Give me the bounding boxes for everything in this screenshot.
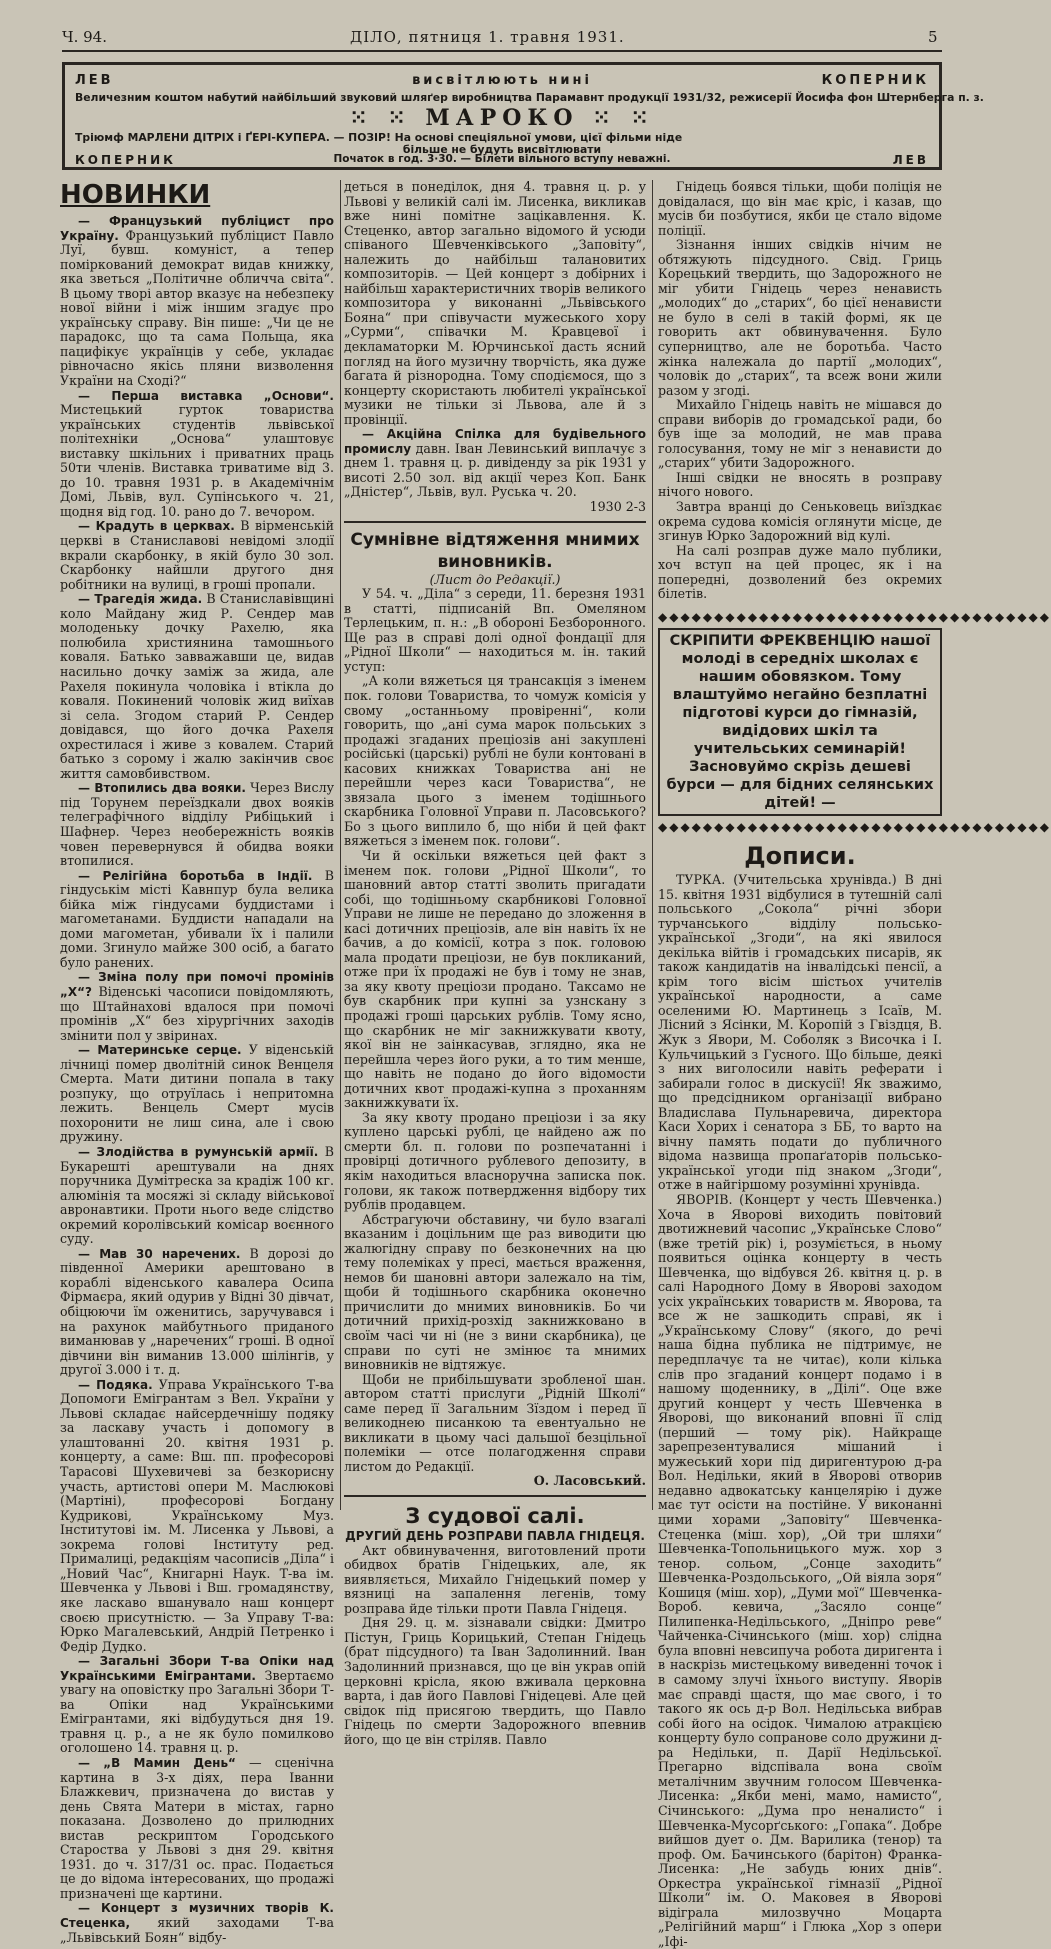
news-item-lead: — Подяка. [78,1377,153,1392]
ad-now-showing: висвітлюють нині [412,73,592,88]
court-body [344,1544,646,1748]
ad-film-title: ⁙ ⁙ МАРОКО ⁙ ⁙ [349,105,655,131]
ad-showtime: Початок в год. 3·30. — Білети вільного вступу неважні. [333,153,671,165]
header-rule [62,50,942,52]
ad-cinema-lev: ЛЕВ [75,73,114,88]
news-item-lead: — Перша виставка „Основи“. [78,388,334,403]
spilka-body: давн. Іван Левинський виплачує з днем 1. травня ц. р. дивіденду за рік 1931 у висоті 2.50 зол. від акції через Коп. Банк „Дністер“, Львів, вул. Руська ч. 20. [344,440,646,500]
news-item [60,1247,334,1378]
news-item-lead: — Крадуть в церквах. [78,519,235,534]
ad-exclusive: більше не будуть висвітлювати [402,143,602,156]
court-paragraph: Зізнання інших свідків нічим не обтяжують підсудного. Свід. Гриць Корецький твердить, що Задорожного не міг убити Гнідець через ненависть „молодих“ до „старих“, бо цієї ненависти не було в селі в такій формі, як це говорить акт обвинувачення. Було суперництво, але не боротьба. Часто жінка належала до партії „молодих“, чоловік до „старих“, та всеж вони жили разом у згоді. [658,237,942,398]
court-continued [658,180,942,602]
dopysy-paragraph: ТУРКА. (Учительська хрунівда.) В дні 15. квітня 1931 відбулися в тутешній салі польського „Сокола“ річні збори турчанського відділу польсько-української „Згоди“, на які явилося декілька війтів і громадських писарів, як також кандидатів на інвалідські пенсії, а крім того вісім шістьох учителів української народности, а саме оселеними Ю. Мартинець з Ісаїв, М. Лісний з Ясінки, М. Коропій з Гвіздця, В. Жук з Явори, М. Соболяк з Височка і І. Кульчицький з Гусного. Що більше, деякі з них виголосили навіть реферати і забирали голос в дискусії! Як зважимо, що предсідником організації вибрано Владислава Пульнаревича, директора Каси Хорих і сенатора з ББ, то варто на вічну память подати до публичного відома назвища пропаґаторів польсько-української угоди під знаком „Згоди“, отже в найгіршому розумінні хрунівда. [658,871,942,1193]
news-item-lead: — Втопились два вояки. [78,781,246,796]
news-item-body: Управа Українського Т-ва Допомоги Емігрантам з Вел. України у Львові складає найсердечнішу подяку за ласкаву участь і допомогу в улаштованні 20. квітня 1931 р. концерту, а саме: Вш. пп. професорові Тарасові Шухевичеві за безкорисну участь, артистові опери М. Маслюкові (Мартіні), професорові Богдану Кудрикові, Українському Муз. Інститутові ім. М. Лисенка у Львові, а зокрема голові Інституту ред. Прималиці, редакціям часописів „Діла“ і „Новий Час“, Книгарні Наук. Т-ва ім. Шевченка у Львові і Вш. громадянству, яке ласкаво вшанувало наш концерт своєю присутністю. — За Управу Т-ва: Юрко Магалевський, Андрій Петренко і Федір Дудко. [60,1376,334,1654]
news-item-body: Мистецький гурток товариства українських студентів львівської політехніки „Основа“ улаштовує виставку шкільних і приватних праць 50ти членів. Виставка триватиме від 3. до 10. травня 1931 р. в Академічнім Домі, Львів, вул. Супінського ч. 21, щодня від год. 10. рано до 7. вечором. [60,402,334,519]
news-item [60,970,334,1043]
court-paragraph: Завтра вранці до Сеньковець виїздкає окрема судова комісія оглянути місце, де згинув Юрко Задорожний від кулі. [658,499,942,544]
dopysy-body [658,873,942,1949]
letter-title: Сумнівне відтяження мнимих виновників. [350,529,640,572]
news-item-lead: — „В Мамин День“ [78,1755,236,1770]
news-item-body: В дорозі до південної Америки арештовано в кораблі віденського кавалера Осипа Фірмаєра, який одурив у Відні 30 дівчат, обіцюючи їм оженитись, заручувався і на рахунок майбутнього приданого виманював у „наречених“ гроші. В одної дівчини він виманив 13.000 шілінгів, у другої 3.000 і т. д. [60,1245,334,1378]
letter-header [344,521,646,588]
ad-description: Величезним коштом набутий найбільший звуковий шляґер виробництва Парамавнт продукції 1931/32, режисерії Йосифа фон Штернберга п. з. [75,91,984,104]
ad-cinema-lev-2: ЛЕВ [892,153,929,167]
ad-cinema-kopernyk-2: КОПЕРНИК [75,153,176,167]
letter-subtitle: (Лист до Редакції.) [429,571,561,587]
news-item [60,592,334,781]
dotted-rule: ◆◆◆◆◆◆◆◆◆◆◆◆◆◆◆◆◆◆◆◆◆◆◆◆◆◆◆◆◆◆◆◆◆◆◆ [658,609,1051,624]
column-right [658,179,1051,1949]
letter-paragraph: Щоби не прибільшувати зробленої шан. автором статті прислуги „Рідній Школі“ саме перед її Загальним Зїздом і перед її великоднею писанкою та евентуально не викликати в цьому часі дальшої безцільної полеміки — отсе полагодження справи листом до Редакції. [344,1371,646,1474]
column-rule [340,180,341,1510]
court-subtitle: ДРУГИЙ ДЕНЬ РОЗПРАВИ ПАВЛА ГНІДЕЦЯ. [345,1529,645,1544]
news-item-body: — сценічна картина в 3-х діях, пера Іванни Блажкевич, призначена до вистав у день Свята Матери в містах, гарно показана. Дозволено до прилюдних вистав рескриптом Городського Староства у Львові з дня 29. квітня 1931. до ч. 317/31 ос. прас. Подається це до відома інтересованих, що продажі призначені ще картини. [60,1754,334,1901]
page-header [60,28,960,48]
news-item-lead: — Злодійства в румунській армії. [78,1145,319,1159]
news-item-lead: — Загальні Збори Т-ва Опіки над Українськими Емігрантами. [60,1654,334,1683]
news-item [60,1043,334,1145]
news-item-lead: — Французький публіцист про Україну. [60,214,334,243]
letter-paragraph: За яку квоту продано преціози і за яку куплено царські рублі, це найдено аж по смерти бл. п. голови по розпечатанні і провірці дотичного рублевого депозиту, в якім находиться власноручна записка пок. голови, як також потвердження відбору тих рублів продавцем. [344,1109,646,1213]
letter-paragraph: Абстрагуючи обставину, чи було взагалі вказаним і доцільним ще раз виводити цю жалюгідну справу по безконечних на цю тему полеміках у пресі, мається враження, немов би шановні автори залежало на тім, щоби й тодішнього скарбника оконечно причислити до мнимих виновників. Бо чи дотичний прихід-розхід закнижковано в своїм часі чи ні (не з вини скарбника), це справи по суті не змінює та мнимих виновників не відтяжує. [344,1211,646,1373]
court-paragraph: Гнідець боявся тільки, щоби поліція не довідалася, що він має кріс, і казав, що мусів би позбутися, якби це стало відоме поліції. [658,179,942,238]
news-item [60,214,334,389]
cinema-advertisement [62,62,984,170]
news-list [60,214,334,1945]
ad-cinema-kopernyk: КОПЕРНИК [821,73,929,88]
news-item-lead: — Релігійна боротьба в Індії. [78,868,313,883]
letter-paragraph: Чи й оскільки вяжеться цей факт з іменем пок. голови „Рідної Школи“, то шановний автор статті зволить пригадати собі, що тодішньому скарбникові Головної Управи не лише не передано до зложення в касі дотичних преціозів, але він навіть їх не бачив, а до комісії, котра з пок. головою мала продати преціози, не був покликаний, отже при їх продажі не був і тому не знав, за яку квоту преціози продано. Таксамо не був скарбник при купні за узнскану з продажі гроші царських рублів. Тому ясно, що скарбник не міг закнижкувати квоту, якої він не заінкасував, зглядно, яка не перейшла через його руки, а то тим менше, що навіть не подано до його відомости дотичних квот продажі-купна з проханням закнижкувати їх. [344,847,646,1111]
news-item [60,519,334,592]
news-item [60,1654,334,1756]
news-item-lead: — Материнське серце. [78,1043,242,1058]
news-item [60,781,334,868]
news-item-lead: — Зміна полу при помочі промінів „X“? [60,970,334,999]
letter-paragraph: У 54. ч. „Діла“ з середи, 11. березня 1931 в статті, підписаній Вп. Омеляном Терлецьким, п. н.: „В обороні Безборонного. Ще раз в справі долі одної фондації для „Рідної Школи“ — находиться м. ін. такий уступ: [344,586,646,674]
issue-number: Ч. 94. [62,28,107,46]
dopysy-paragraph: ЯВОРІВ. (Концерт у честь Шевченка.) Хоча в Яворові виходить повітовий двотижневий часопис „Українське Слово“ (вже третій рік) і, розуміється, в ньому появиться оцінка концерту в честь Шевченка, що відбувся 26. квітня ц. р. в салі Народного Дому в Яворові заходом усіх українських товариств м. Яворова, та все ж не зашкодить справі, як і „Українському Слову“ (якого, до речі нашa бідна публика не підтримує, не передплачує та не читає), коли кілька слів про згаданий концерт подамо і в нашому щоденнику, в „Ділі“. Оце вже другий концерт у честь Шевченка в Яворові, що виконаний вповні її слід (перший — тому рік). Найкраще зарепрезентувалися мішаний і мужеський хори під диригентурою д-ра Вол. Недільки, який в Яворові отворив недавно адвокатську канцелярію і дуже має тут осісти на постійне. У виконанні цими хорами „Заповіту“ Шевченка-Стеценка (міш. хор), „Ой три шляхи“ Шевченка-Топольницького муж. хор з тенор. сольом, „Сонце заходить“ Шевченка-Роздольського, „Ой віяла зоря“ Кошиця (міш. хор), „Думи мої“ Шевченка-Вороб. кевича, „Засяло сонце“ Пилипенка-Недільського, „Дніпро реве“ Чайченка-Січинського (міш. хор) слідна була вповні невсипуча робота диригента і в наскрізь мистецькому виведенні точок і в самому злучі їхнього виступу. Яворів має справді щастя, що має свого, і то такого як ось д-р Вол. Недільська вибрав собі його на осідок. Чималою атракцією концерту було сопранове соло дружини д-ра Недільки, п. Дарії Недільської. Прегарно відспівала вона своїм металічним звучним голосом Шевченка-Лисенка: „Якби мені, мамо, намисто“, Січинського: „Дума про неналисто“ і Шевченка-Мусорґського: „Гопака“. Добре вийшов дует о. Дм. Варилика (тенор) та проф. Ом. Бачинського (барітон) Франка-Лисенка: „Не забудь юних днів“. Оркестра української гімназії „Рідної Школи“ ім. О. Маковея в Яворові відіграла милозвучно Моцарта „Релігійний марш“ і Глюка „Хор з опери „Іфі- [658,1191,942,1949]
court-paragraph: Інші свідки не вносять в розправу нічого нового. [658,469,942,500]
news-item-body: Через Вислу під Торунем переїздкали двох вояків телеграфічного відділу Рибіцький і Шафнер. Через необережність вояків човен перевернувся й обидва вояки втопилися. [60,780,334,869]
column-rule [652,180,653,1510]
court-title: З судової салі. [405,1504,585,1529]
news-item [60,389,334,520]
news-item-body: В вірменській церкві в Станиславові невідомі злодії вкрали скарбонку, в якій було 30 зол. Скарбонку найшли другого дня робітники на вулиці, в гроші пропали. [60,518,334,592]
court-paragraph: Михайло Гнідець навіть не мішався до справи виборів до громадської ради, бо був іще за молодий, не мав права голосування, тому не міг з ненависти до „старих“ убити Задорожного. [658,397,942,471]
news-item-lead: — Мав 30 наречених. [78,1246,241,1261]
news-item [60,869,334,971]
letter-body [344,587,646,1474]
news-item-body: який заходами Т-ва „Львівський Боян“ відбу- [60,1914,334,1945]
concert-continued: деться в понеділок, дня 4. травня ц. р. у Львові у великій салі ім. Лисенка, викликав вже нині помітне зацікавлення. К. Стеценко, автор загально відомого й усюди співаного Шевченківського „Заповіту“, належить до найбільш талановитих композиторів. — Цей концерт з добірних і найбільш характеристичних творів великого композитора у виконанні „Львівського Бояна“ при співучасти мужеського хору „Сурми“, співачки М. Кравцевої і декламаторки М. Юрчинської дасть ясний погляд на його музичну творчість, яка дуже багата й різнородна. Тому сподіємося, що з концерту скористають любителі української музики не тільки зі Львова, але й з провінції. [344,179,646,427]
court-paragraph: Акт обвинувачення, виготовлений проти обидвох братів Гнідецьких, але, як виявляється, Михайло Гнідецький помер у вязниці на запалення легенів, тому розправа йде тільки проти Павла Гнідеця. [344,1542,646,1616]
news-item-lead: — Концерт з музичних творів К. Стеценка, [60,1901,334,1930]
school-appeal: СКРІПИТИ ФРЕКВЕНЦІЮ нашої молоді в середніх школах є нашим обовязком. Тому влаштуймо негайно безплатні підготові курси до гімназій, видідових шкіл та учительських семинарій! Засновуймо скрізь дешеві бурси — для бідних селянських дітей! — [658,628,942,816]
news-item-body: В Букарешті арештували на днях поручника Думітреска за крадіж 100 кг. алюмінія та мосяжі зі складу військової авронавтики. Проти нього веде слідство окремий королівський комісар воєнного суду. [60,1144,334,1247]
masthead: ДІЛО, пятниця 1. травня 1931. [350,28,625,46]
news-item [60,1756,334,1901]
letter-signature: О. Ласовський. [533,1473,646,1489]
court-paragraph: На салі розправ дуже мало публики, хоч вступ на цей процес, як і на попередні, дозволений без окремих білетів. [658,542,942,602]
news-item [60,1901,334,1945]
news-item-body: Звертаємо увагу на оповістку про Загальні Збори Т-ва Опіки над Українськими Емігрантами, які відбудуться дня 19. травня ц. р., а не як було помилково оголошено 14. травня ц. р. [60,1667,334,1756]
news-item-lead: — Трагедія жида. [78,592,203,607]
news-item-body: В Станиславівщині коло Майдану жид Р. Сендер мав молоденьку дочку Рахелю, яка полюбила християнина тамошнього коваля. Батько завважавши це, видав насильно дочку заміж за жида, але Рахеля покинула чоловіка і втікла до коваля. Покинений чоловік жид виїхав зі села. Згодом старий Р. Сендер довідався, що його дочка Рахеля охрестилася і живе з ковалем. Старий батько з сорому і жалю закінчив своє життя самовбивством. [60,591,334,781]
dopysy-heading: Дописи. [744,841,856,870]
news-item-body: Французький публіцист Павло Луї, бувш. комуніст, а тепер поміркований демократ видав книжку, яка зветься „Політичне обличча світа“. В цьому творі автор вказує на небезпеку нової війни і між іншим згадує про українську справу. Він пише: „Чи це не парадокс, що та сама Польща, яка пацифікує українців у себе, укладає рівночасно якісь пляни визволення України на Сході?“ [60,227,334,389]
court-paragraph: Дня 29. ц. м. зізнавали свідки: Дмитро Пістун, Гриць Корицький, Степан Гнідець (брат підсудного) та Іван Задолинний. Іван Задолинний признався, що це він украв опій церковні крісла, якою вживала церковна варта, і дав його Павлові Гнідецеві. Але цей свідок під присягою твердить, що Павло Гнідець по смерти Задорожного впевнив його, що це він стріляв. Павло [344,1615,646,1747]
column-middle [344,179,646,1747]
dotted-rule: ◆◆◆◆◆◆◆◆◆◆◆◆◆◆◆◆◆◆◆◆◆◆◆◆◆◆◆◆◆◆◆◆◆◆◆ [658,820,1051,835]
spilka-lead: — Акційна Спілка для будівельного промислу [344,427,646,456]
letter-paragraph: „А коли вяжеться ця трансакція з іменем пок. голови Товариства, то чомуж комісія у свому „останньому провіренні“, коли говорить, що „ані сума марок польських з продажі згаданих преціозів ані закуплені російські (царські) рублі не були контовані в касових книжках Товариства ані не перейшли через каси Товариства“, не звязала цього з іменем тодішнього скарбника Головної Управи п. Ласовського? Бо з цього виплило б, що ніби й цей факт вяжеться з іменем пок. голови“. [344,673,646,849]
news-item [60,1145,334,1247]
column-news [60,180,334,1945]
ad-stars: Тріюмф МАРЛЕНИ ДІТРІХ і ҐЕРІ-КУПЕРА. — ПОЗІР! На основі спеціяльної умови, цієї фільми ніде [75,131,683,144]
spilka-date: 1930 2-3 [589,499,646,515]
news-heading: НОВИНКИ [60,180,211,210]
news-item-body: У віденській лічниці помер дволітній синок Венцеля Смерта. Мати дитини попала в таку розпуку, що отруїлась і непритомна лежить. Венцель Смерт мусів похоронити не лиш сина, але і свою дружину. [60,1042,334,1145]
news-item [60,1378,334,1654]
news-item-body: Віденські часописи повідомляють, що Штайнахові вдалося при помочі промінів „X“ без хірургічних заходів змінити пол у звіринах. [60,983,334,1043]
page-number: 5 [928,28,938,46]
news-item-body: В гіндуськім місті Кавнпур була велика бійка між гіндусами буддистами і магометанами. Буддисти нападали на доми магометан, убивали їх і палили доми. Згинуло майже 300 осіб, а багато було ранених. [60,867,334,970]
